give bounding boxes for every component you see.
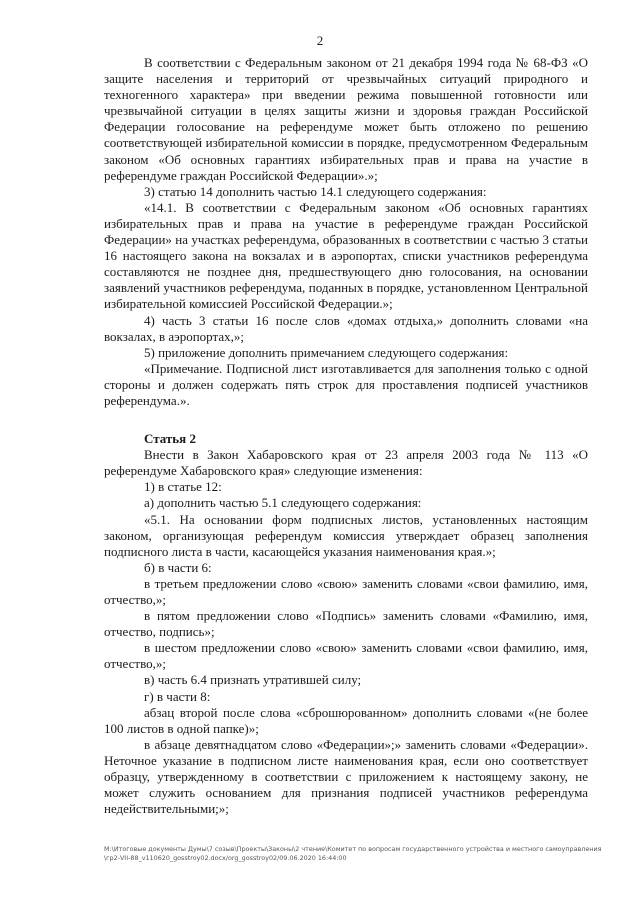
paragraph: 5) приложение дополнить примечанием следующего содержания: — [144, 344, 509, 360]
paragraph: 3) статью 14 дополнить частью 14.1 следующего содержания: — [144, 183, 487, 199]
paragraph: в) часть 6.4 признать утратившей силу; — [144, 672, 362, 688]
paragraph: «Примечание. Подписной лист изготавливается для заполнения только с одной стороны и должен содержать пять строк для проставления подписей участников референдума.». — [104, 360, 588, 408]
page-number: 2 — [316, 33, 324, 48]
paragraph: 4) часть 3 статьи 16 после слов «домах отдыха,» дополнить словами «на вокзалах, в аэропортах,»; — [104, 312, 588, 344]
paragraph: г) в части 8: — [144, 688, 211, 704]
paragraph: б) в части 6: — [144, 559, 212, 575]
paragraph: 1) в статье 12: — [144, 479, 222, 495]
paragraph: в пятом предложении слово «Подпись» заменить словами «Фамилию, имя, отчество, подпись»; — [104, 608, 588, 640]
paragraph: а) дополнить частью 5.1 следующего содержания: — [144, 495, 422, 511]
paragraph: «5.1. На основании форм подписных листов, установленных настоящим законом, организующая референдум комиссия утверждает образец заполнения подписного листа в части, касающейся указания наименования края.»; — [104, 511, 588, 559]
paragraph: Внести в Закон Хабаровского края от 23 апреля 2003 года № 113 «О референдуме Хабаровского края» следующие изменения: — [104, 447, 588, 479]
article-heading: Статья 2 — [144, 431, 196, 447]
paragraph: «14.1. В соответствии с Федеральным законом «Об основных гарантиях избирательных прав и права на участие в референдуме граждан Российской Федерации» на участках референдума, образованных в соответствии с частью 3 статьи 16 настоящего закона на вокзалах и в аэропортах, списки участников референдума составляются не позднее дня, предшествующего дню голосования, на основании заявлений участников референдума, поданных в порядке, установленном Центральной избирательной комиссией Российской Федерации.»; — [104, 199, 588, 312]
paragraph: в абзаце девятнадцатом слово «Федерации»;» заменить словами «Федерации». Неточное указание в подписном листе наименования края, если оно соответствует образцу, утвержденному в соответствии с приложением к настоящему закону, не может служить основанием для признания подписей участников референдума недействительными;»; — [104, 736, 588, 817]
paragraph: в шестом предложении слово «свою» заменить словами «свои фамилию, имя, отчество,»; — [104, 640, 588, 672]
paragraph: абзац второй после слова «сброшюрованном» дополнить словами «(не более 100 листов в одной папке)»; — [104, 704, 588, 736]
paragraph: В соответствии с Федеральным законом от 21 декабря 1994 года № 68-ФЗ «О защите населения и территорий от чрезвычайных ситуаций природного и техногенного характера» при введении режима повышенной готовности или чрезвычайной ситуации в целях защиты жизни и здоровья граждан Российской Федерации голосование на референдуме может быть отложено по решению соответствующей избирательной комиссии в порядке, предусмотренном Федеральным законом «Об основных гарантиях избирательных прав и права на участие в референдуме граждан Российской Федерации».»; — [104, 55, 588, 183]
document-body — [104, 55, 588, 817]
paragraph: в третьем предложении слово «свою» заменить словами «свои фамилию, имя, отчество,»; — [104, 575, 588, 607]
footer-file-path: М:\Итоговые документы Думы\7 созыв\Проекты\Законы\2 чтение\Комитет по вопросам государственного устройства и местного самоуправления\гр2-VII-88_v110620_gosstroy02.docx/org_gosstroy02/09.06.2020 16:44:00 — [104, 845, 602, 862]
